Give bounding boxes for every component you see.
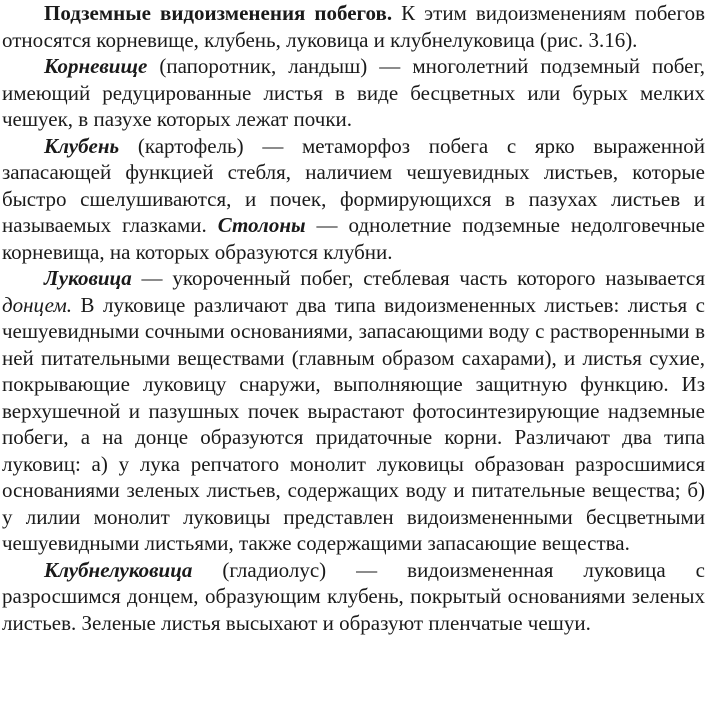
intro-paragraph: [2, 0, 705, 53]
bulb-text-rest: В луковице различают два типа видоизмененных листьев: листья с чешуевидными сочными основаниями, запасающими воду с растворенными в ней питательными веществами (главным образом сахарами), и листья сухие, покрывающие луковицу снаружи, выполняющие защитную функцию. Из верхушечной и пазушных почек вырастают фотосинтезирующие надземные побеги, а на донце образуются придаточные корни. Различают два типа луковиц: а) у лука репчатого монолит луковицы образован разросшимися основаниями зеленых листьев, содержащих воду и питательные вещества; б) у лилии монолит луковицы представлен видоизмененными бесцветными чешуевидными листьями, также содержащими запасающие вещества.: [2, 292, 705, 555]
corm-text: (гладиолус) — видоизмененная луковица с разросшимся донцем, образующим клубень, покрытый основаниями зеленых листьев. Зеленые листья высыхают и образуют пленчатые чешуи.: [2, 557, 705, 635]
intro-text: К этим видоизменениям побегов относятся корневище, клубень, луковица и клубнелуковица (рис. 3.16).: [2, 1, 705, 52]
bulb-text-start: — укороченный побег, стеблевая часть которого называется: [131, 266, 705, 290]
section-heading: Подземные видоизменения побегов.: [44, 1, 393, 25]
stolons-text: — однолетние подземные недолговечные корневища, на которых образуются клубни.: [2, 213, 705, 264]
term-rhizome: Корневище: [44, 54, 148, 78]
term-stolons: Столоны: [217, 213, 306, 237]
tuber-paragraph: [2, 133, 705, 266]
term-tuber: Клубень: [44, 133, 120, 158]
term-bulb: Луковица: [44, 266, 132, 290]
bulb-paragraph: [2, 265, 705, 557]
term-corm: Клубнелуковица: [44, 557, 193, 582]
tuber-text: (картофель) — метаморфоз побега с ярко выраженной запасающей функцией стебля, наличием чешуевидных листьев, которые быстро сшелушиваются, и почек, формирующихся в пазухах листьев и называемых глазками.: [2, 133, 705, 237]
corm-paragraph: [2, 557, 705, 637]
rhizome-text: (папоротник, ландыш) — многолетний подземный побег, имеющий редуцированные листья в виде бесцветных или бурых мелких чешуек, в пазухе которых лежат почки.: [2, 54, 705, 131]
rhizome-paragraph: [2, 53, 705, 133]
term-basal-plate: донцем.: [2, 292, 73, 317]
